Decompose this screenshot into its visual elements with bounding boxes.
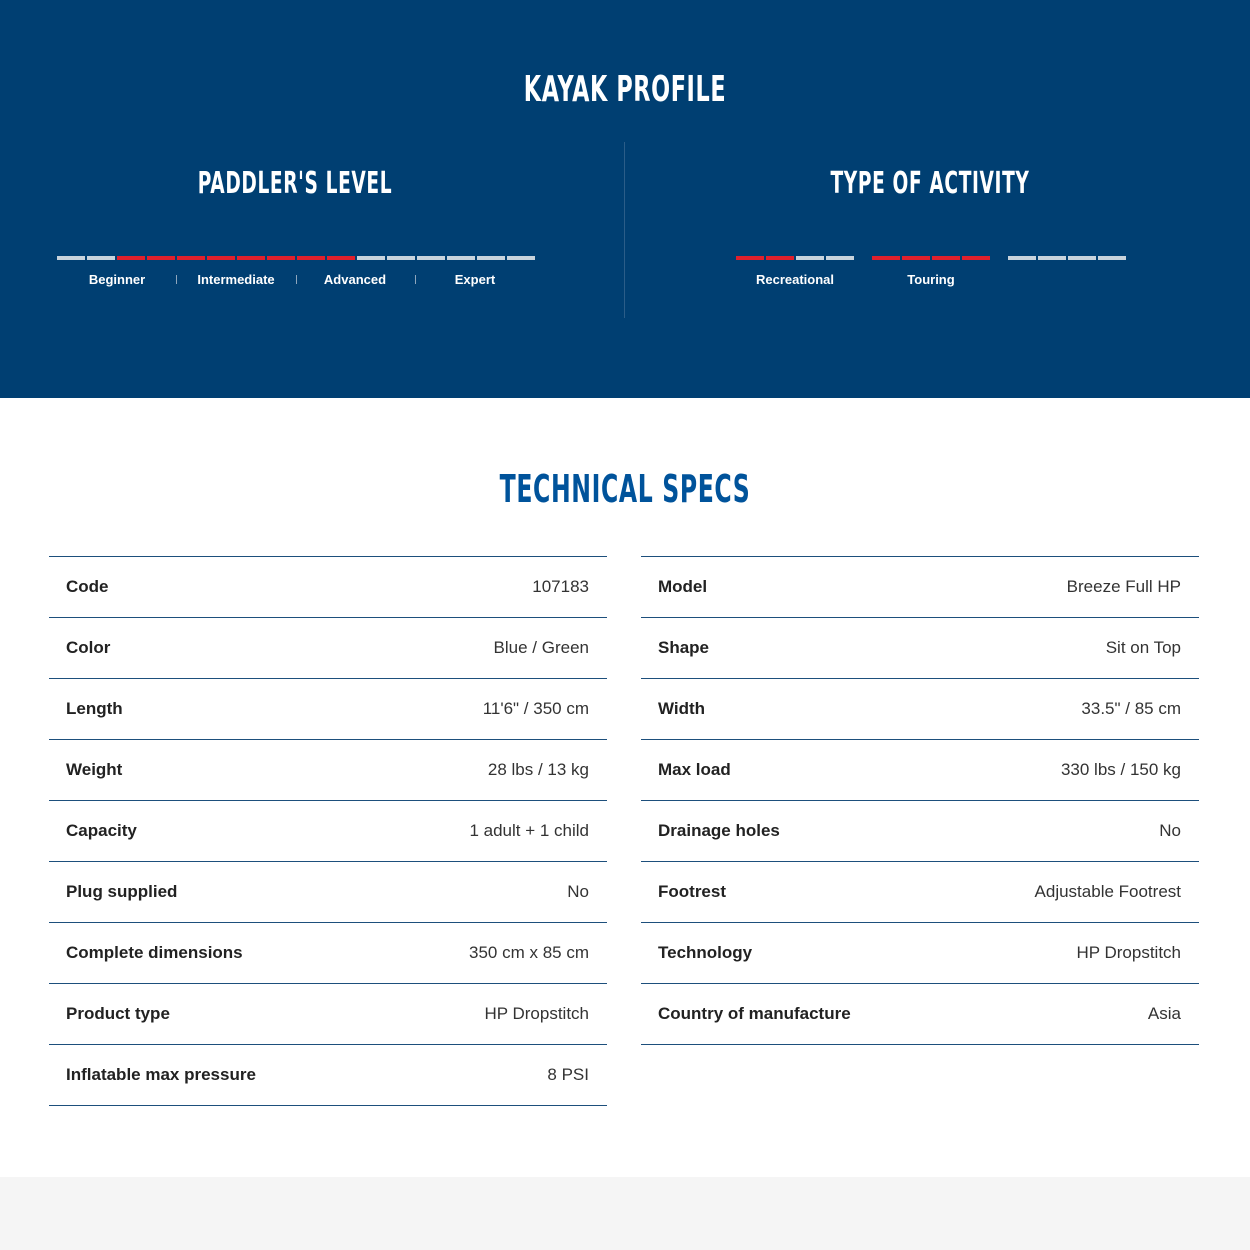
activity-label-touring: Touring — [907, 272, 955, 287]
activity-segment-inactive — [1008, 256, 1036, 260]
spec-value: 330 lbs / 150 kg — [1060, 760, 1181, 779]
level-segment-inactive — [87, 256, 115, 260]
spec-label: Color — [66, 638, 111, 657]
spec-label: Complete dimensions — [66, 943, 243, 962]
spec-row — [49, 618, 607, 679]
specs-table-right — [641, 556, 1199, 1045]
spec-label: Model — [658, 577, 708, 596]
spec-label: Technology — [658, 943, 753, 962]
spec-value: HP Dropstitch — [1076, 943, 1181, 962]
level-segment-inactive — [57, 256, 85, 260]
spec-label: Country of manufacture — [658, 1004, 851, 1023]
level-segment-inactive — [507, 256, 535, 260]
level-segment-active — [117, 256, 145, 260]
level-segment-inactive — [477, 256, 505, 260]
level-separator — [176, 275, 177, 284]
activity-segment-inactive — [1068, 256, 1096, 260]
spec-value: Adjustable Footrest — [1034, 882, 1181, 901]
spec-row — [641, 862, 1199, 923]
spec-label: Capacity — [66, 821, 137, 840]
kayak-profile-section — [0, 0, 1250, 398]
level-label-expert: Expert — [454, 272, 496, 287]
footer-band — [0, 1177, 1250, 1250]
spec-row — [641, 740, 1199, 801]
spec-label: Shape — [658, 638, 710, 657]
spec-value: No — [567, 882, 589, 901]
spec-value: 28 lbs / 13 kg — [487, 760, 589, 779]
specs-table-left — [49, 556, 607, 1106]
spec-row — [641, 801, 1199, 862]
activity-label-recreational: Recreational — [755, 272, 835, 287]
spec-row — [49, 679, 607, 740]
level-segment-active — [267, 256, 295, 260]
activity-segment-active — [736, 256, 764, 260]
spec-label: Drainage holes — [658, 821, 780, 840]
level-separator — [415, 275, 416, 284]
spec-row — [49, 984, 607, 1045]
level-label-beginner: Beginner — [88, 272, 146, 287]
spec-row — [641, 923, 1199, 984]
activity-segment-active — [872, 256, 900, 260]
paddler-level-bar — [57, 256, 535, 260]
spec-row — [49, 862, 607, 923]
spec-row — [49, 740, 607, 801]
level-segment-active — [177, 256, 205, 260]
profile-divider — [624, 142, 625, 318]
spec-row — [641, 679, 1199, 740]
spec-row — [641, 557, 1199, 618]
spec-value: 107183 — [532, 577, 589, 596]
level-segment-inactive — [387, 256, 415, 260]
activity-bar-other — [1008, 256, 1126, 260]
spec-value: Sit on Top — [1105, 638, 1181, 657]
profile-title: KAYAK PROFILE — [523, 69, 727, 110]
activity-segment-inactive — [826, 256, 854, 260]
spec-row — [641, 618, 1199, 679]
level-segment-inactive — [447, 256, 475, 260]
spec-row — [641, 984, 1199, 1045]
spec-value: Asia — [1147, 1004, 1181, 1023]
level-segment-active — [327, 256, 355, 260]
spec-label: Inflatable max pressure — [66, 1065, 256, 1084]
activity-segment-inactive — [1038, 256, 1066, 260]
level-segment-active — [297, 256, 325, 260]
level-label-advanced: Advanced — [323, 272, 387, 287]
level-separator — [296, 275, 297, 284]
level-segment-active — [147, 256, 175, 260]
spec-label: Footrest — [658, 882, 726, 901]
level-segment-active — [237, 256, 265, 260]
activity-segment-inactive — [1098, 256, 1126, 260]
spec-value: 33.5" / 85 cm — [1081, 699, 1181, 718]
activity-segment-active — [962, 256, 990, 260]
level-label-intermediate: Intermediate — [197, 272, 275, 287]
activity-segment-inactive — [796, 256, 824, 260]
spec-label: Length — [66, 699, 123, 718]
activity-segment-active — [932, 256, 960, 260]
level-segment-inactive — [417, 256, 445, 260]
spec-value: Breeze Full HP — [1066, 577, 1181, 596]
spec-value: 8 PSI — [547, 1065, 589, 1084]
spec-value: No — [1159, 821, 1181, 840]
level-segment-inactive — [357, 256, 385, 260]
spec-value: 1 adult + 1 child — [469, 821, 589, 840]
spec-row — [49, 1045, 607, 1106]
paddler-level-title: PADDLER'S LEVEL — [197, 166, 393, 201]
spec-label: Width — [658, 699, 706, 718]
spec-row — [49, 557, 607, 618]
spec-label: Product type — [66, 1004, 170, 1023]
activity-bar-recreational — [736, 256, 854, 260]
spec-row — [49, 801, 607, 862]
activity-segment-active — [766, 256, 794, 260]
spec-value: HP Dropstitch — [484, 1004, 589, 1023]
spec-label: Max load — [658, 760, 731, 779]
activity-type-title: TYPE OF ACTIVITY — [830, 166, 1030, 201]
spec-value: 11'6" / 350 cm — [482, 699, 589, 718]
spec-value: Blue / Green — [493, 638, 589, 657]
spec-label: Weight — [66, 760, 123, 779]
spec-label: Code — [66, 577, 109, 596]
activity-bar-touring — [872, 256, 990, 260]
level-segment-active — [207, 256, 235, 260]
spec-row — [49, 923, 607, 984]
technical-specs-title: TECHNICAL SPECS — [499, 467, 751, 511]
spec-value: 350 cm x 85 cm — [469, 943, 589, 962]
activity-segment-active — [902, 256, 930, 260]
spec-label: Plug supplied — [66, 882, 178, 901]
